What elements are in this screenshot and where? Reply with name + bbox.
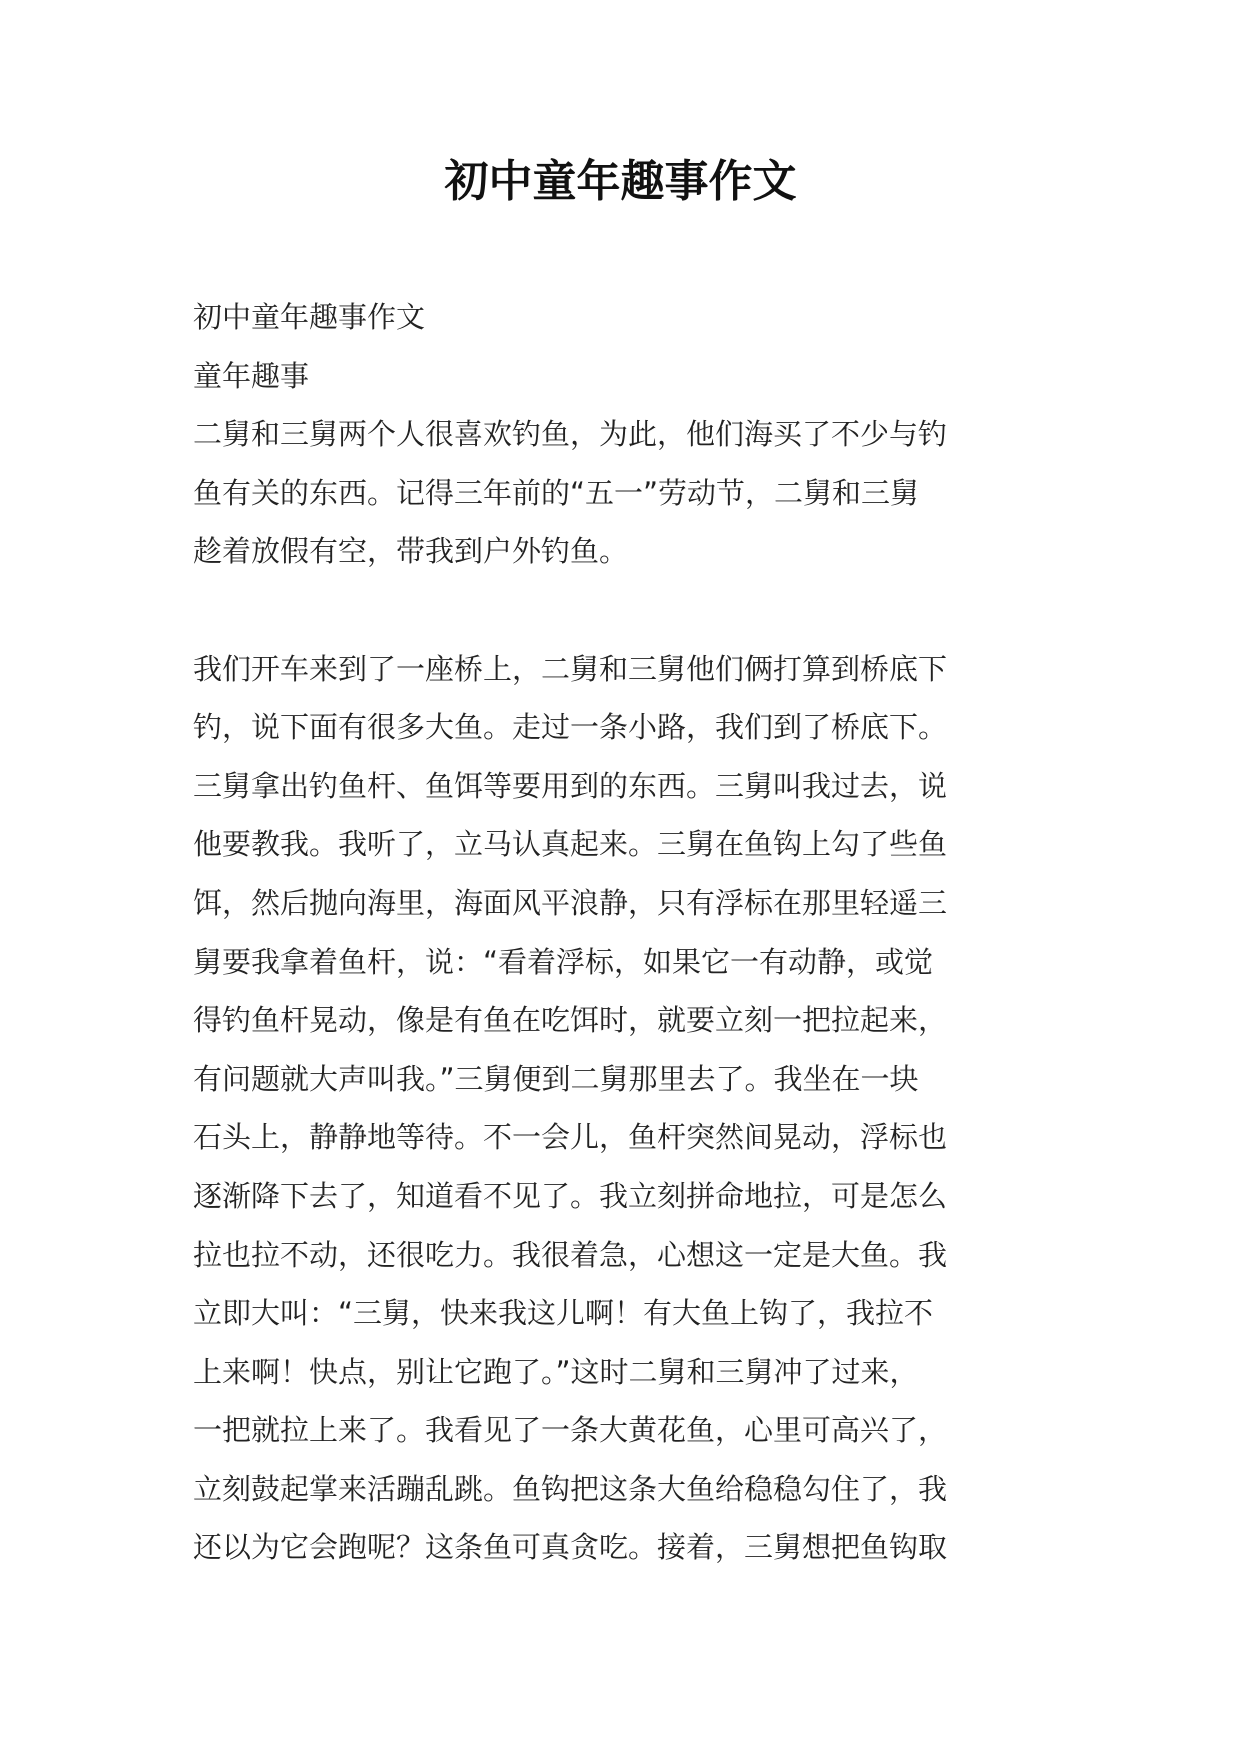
text-line: 有问题就大声叫我。”三舅便到二舅那里去了。我坐在一块 bbox=[193, 1061, 919, 1096]
text-line: 他要教我。我听了，立马认真起来。三舅在鱼钩上勾了些鱼 bbox=[193, 827, 948, 862]
paragraph-gap bbox=[193, 581, 1073, 640]
document-body bbox=[193, 288, 1073, 1577]
document-title: 初中童年趣事作文 bbox=[444, 156, 797, 207]
text-line: 逐渐降下去了，知道看不见了。我立刻拼命地拉，可是怎么 bbox=[193, 1178, 948, 1213]
text-line: 舅要我拿着鱼杆，说：“看着浮标，如果它一有动静，或觉 bbox=[193, 944, 934, 979]
text-line: 得钓鱼杆晃动，像是有鱼在吃饵时，就要立刻一把拉起来， bbox=[193, 1003, 948, 1038]
text-line: 饵，然后抛向海里，海面风平浪静，只有浮标在那里轻遥三 bbox=[193, 885, 948, 920]
text-line: 我们开车来到了一座桥上，二舅和三舅他们俩打算到桥底下 bbox=[193, 651, 948, 686]
text-line: 二舅和三舅两个人很喜欢钓鱼，为此，他们海买了不少与钓 bbox=[193, 417, 948, 452]
text-line: 一把就拉上来了。我看见了一条大黄花鱼，心里可高兴了， bbox=[193, 1413, 948, 1448]
body-subheading: 童年趣事 bbox=[193, 358, 310, 393]
text-line: 三舅拿出钓鱼杆、鱼饵等要用到的东西。三舅叫我过去，说 bbox=[193, 768, 948, 803]
text-line: 鱼有关的东西。记得三年前的“五一”劳动节，二舅和三舅 bbox=[193, 475, 920, 510]
text-line: 石头上，静静地等待。不一会儿，鱼杆突然间晃动，浮标也 bbox=[193, 1120, 948, 1155]
text-line: 拉也拉不动，还很吃力。我很着急，心想这一定是大鱼。我 bbox=[193, 1237, 948, 1272]
text-line: 立即大叫：“三舅，快来我这儿啊！有大鱼上钩了，我拉不 bbox=[193, 1296, 934, 1331]
text-line: 趁着放假有空，带我到户外钓鱼。 bbox=[193, 534, 629, 569]
text-line: 立刻鼓起掌来活蹦乱跳。鱼钩把这条大鱼给稳稳勾住了，我 bbox=[193, 1471, 948, 1506]
text-line: 钓，说下面有很多大鱼。走过一条小路，我们到了桥底下。 bbox=[193, 710, 948, 745]
text-line: 上来啊！快点，别让它跑了。”这时二舅和三舅冲了过来， bbox=[193, 1354, 919, 1389]
text-line: 还以为它会跑呢？这条鱼可真贪吃。接着，三舅想把鱼钩取 bbox=[193, 1530, 948, 1565]
body-heading: 初中童年趣事作文 bbox=[193, 300, 426, 334]
